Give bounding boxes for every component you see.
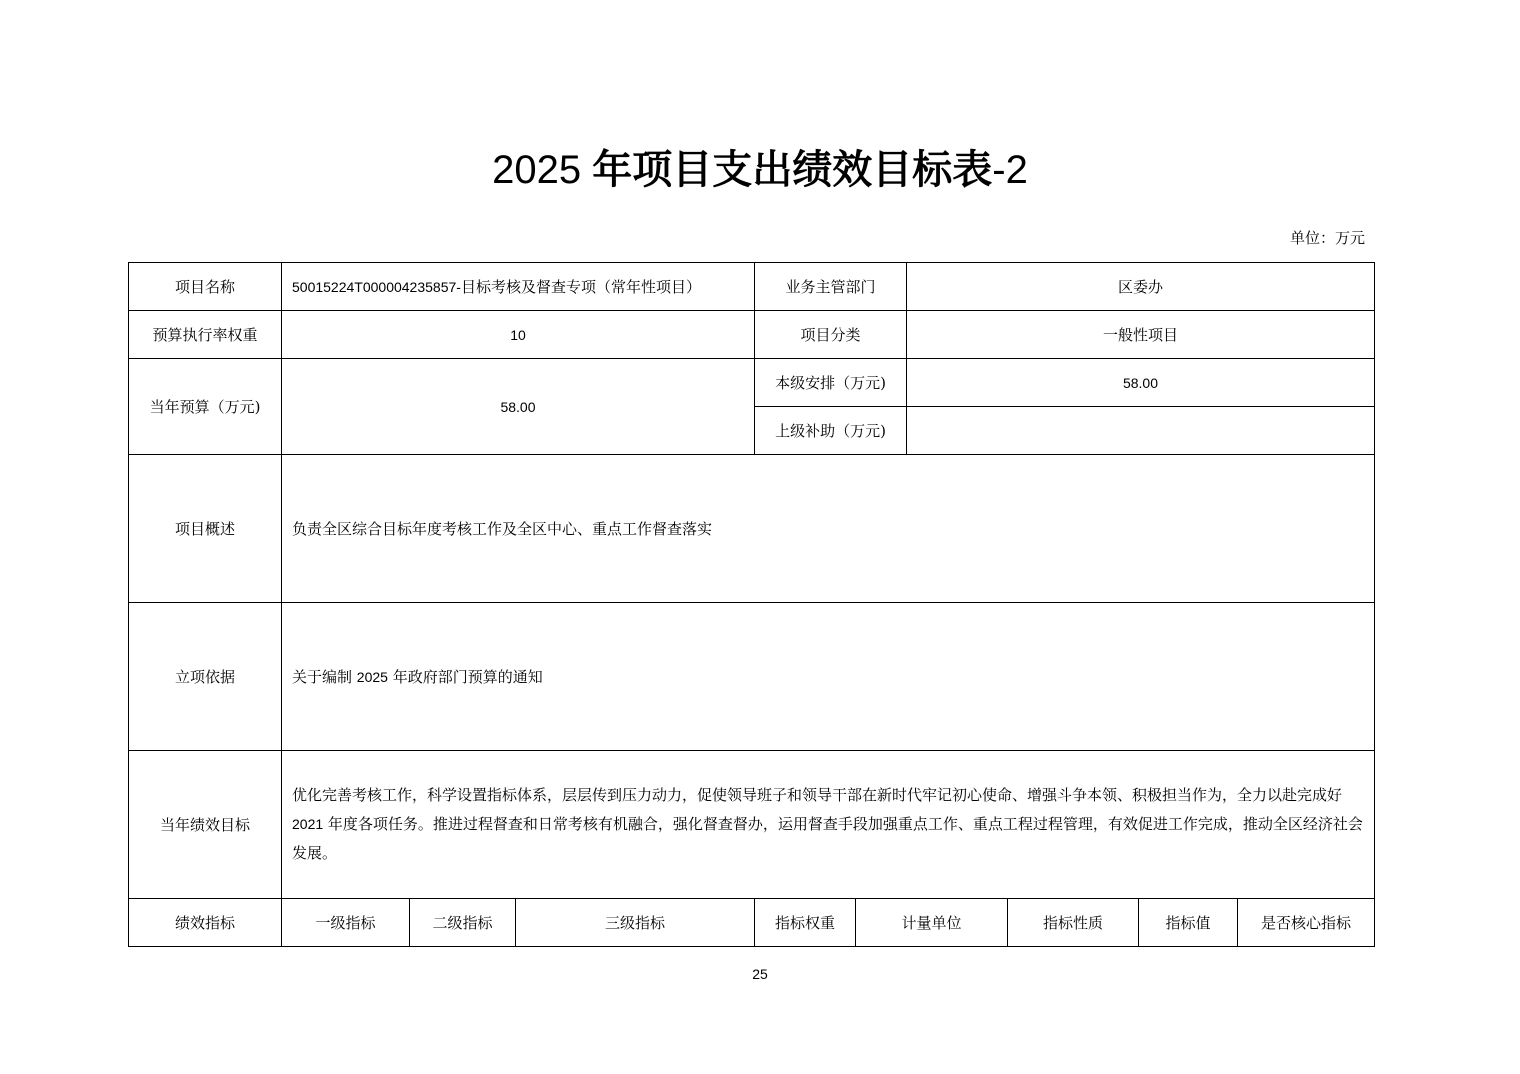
indicator-col-level3: 三级指标 — [516, 899, 755, 947]
annual-budget-value: 58.00 — [282, 359, 755, 455]
indicator-col-value: 指标值 — [1139, 899, 1238, 947]
basis-value — [282, 603, 1375, 751]
annual-budget-label: 当年预算（万元) — [129, 359, 282, 455]
unit-label: 单位：万元 — [1289, 229, 1365, 247]
dept-value: 区委办 — [907, 263, 1375, 311]
indicator-col-level2: 二级指标 — [410, 899, 516, 947]
indicator-col-weight: 指标权重 — [755, 899, 856, 947]
project-code: 50015224T000004235857- — [292, 278, 461, 295]
indicator-col-nature: 指标性质 — [1008, 899, 1139, 947]
dept-label: 业务主管部门 — [755, 263, 907, 311]
overview-value: 负责全区综合目标年度考核工作及全区中心、重点工作督查落实 — [282, 455, 1375, 603]
overview-label: 项目概述 — [129, 455, 282, 603]
indicator-col-level1: 一级指标 — [282, 899, 410, 947]
goal-post: 年度各项任务。推进过程督查和日常考核有机融合，强化督查督办，运用督查手段加强重点工作、重点工程过程管理，有效促进工作完成，推动全区经济社会发展。 — [292, 815, 1363, 862]
indicator-col-unit: 计量单位 — [856, 899, 1008, 947]
budget-weight-value: 10 — [282, 311, 755, 359]
indicator-label: 绩效指标 — [129, 899, 282, 947]
performance-table — [128, 262, 1375, 947]
basis-year: 2025 — [356, 668, 388, 685]
goal-label: 当年绩效目标 — [129, 751, 282, 899]
basis-label: 立项依据 — [129, 603, 282, 751]
local-budget-value: 58.00 — [907, 359, 1375, 407]
indicator-col-core: 是否核心指标 — [1238, 899, 1375, 947]
local-budget-label: 本级安排（万元) — [755, 359, 907, 407]
basis-post: 年政府部门预算的通知 — [387, 667, 543, 686]
page-number: 25 — [752, 966, 768, 982]
goal-pre: 优化完善考核工作，科学设置指标体系，层层传到压力动力，促使领导班子和领导干部在新时代牢记初心使命、增强斗争本领、积极担当作为，全力以赴完成好 — [292, 786, 1343, 804]
goal-year: 2021 — [292, 816, 324, 832]
category-value: 一般性项目 — [907, 311, 1375, 359]
title-year: 2025 — [492, 148, 582, 192]
page-title — [0, 146, 1520, 194]
title-suffix: -2 — [992, 148, 1028, 192]
project-name-text: 目标考核及督查专项（常年性项目） — [460, 277, 701, 296]
superior-subsidy-label: 上级补助（万元) — [755, 407, 907, 455]
basis-pre: 关于编制 — [292, 667, 357, 686]
project-name-label: 项目名称 — [129, 263, 282, 311]
budget-weight-label: 预算执行率权重 — [129, 311, 282, 359]
title-text: 年项目支出绩效目标表 — [592, 147, 993, 193]
project-name-value — [282, 263, 755, 311]
goal-value — [282, 751, 1375, 899]
category-label: 项目分类 — [755, 311, 907, 359]
superior-subsidy-value — [907, 407, 1375, 455]
